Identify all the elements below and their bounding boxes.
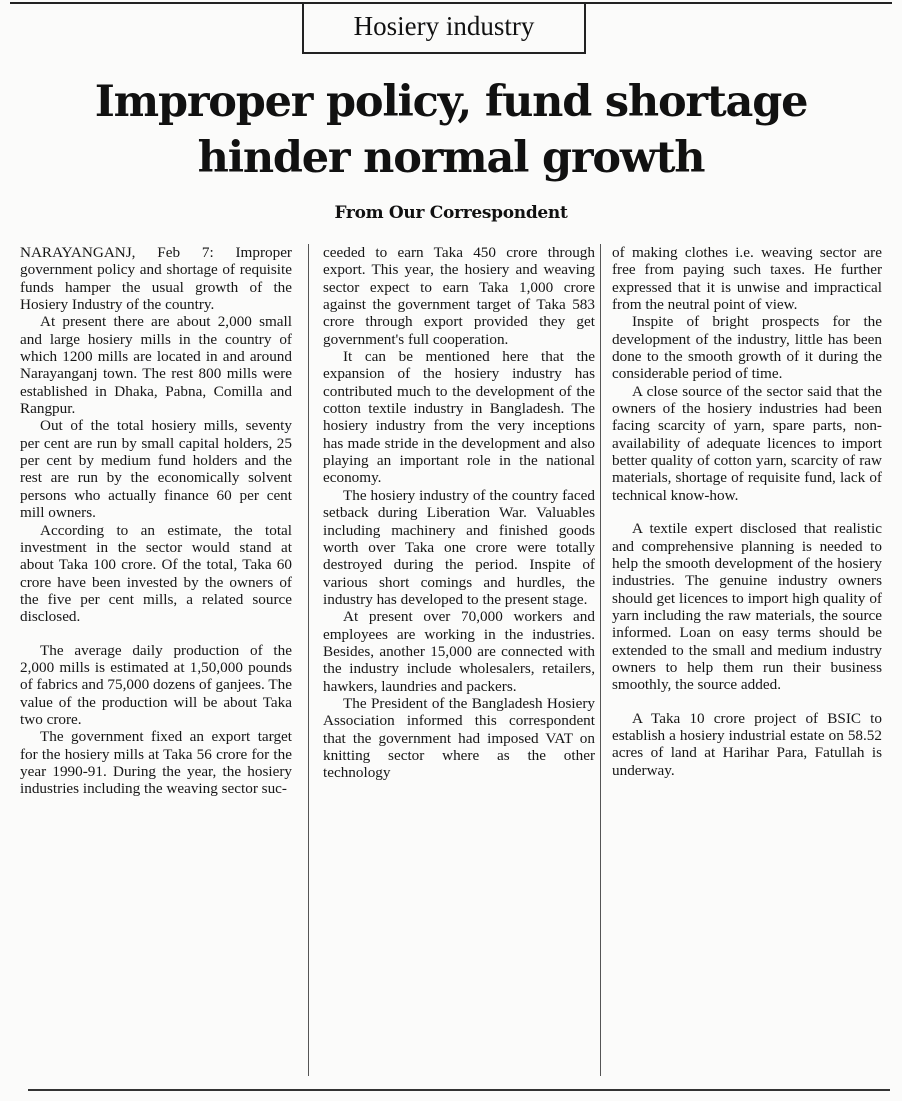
article-paragraph: It can be mentioned here that the expansion of the hosiery industry has contributed much to the development of the cotton textile industry in Bangladesh. The hosiery industry from the very inceptions has made stride in the development and also playing an important role in the national economy. — [323, 348, 595, 487]
article-column-3 — [612, 244, 882, 779]
article-paragraph: According to an estimate, the total investment in the sector would stand at about Taka 100 crore. Of the total, Taka 60 crore have been invested by the owners of the five per cent mills, a related source disclosed. — [20, 521, 292, 626]
article-paragraph: The President of the Bangladesh Hosiery Association informed this correspondent that the government had imposed VAT on knitting sector where as the other technology — [323, 694, 595, 782]
headline-line-2: hinder normal growth — [197, 133, 705, 183]
article-paragraph: of making clothes i.e. weaving sector are free from paying such taxes. He further expressed that it is unwise and impractical from the neutral point of view. — [612, 244, 882, 314]
byline: From Our Correspondent — [334, 203, 568, 223]
article-column-1 — [20, 244, 292, 798]
article-paragraph: Inspite of bright prospects for the development of the industry, little has been done to the smooth growth of it during the considerable period of time. — [612, 313, 882, 383]
article-paragraph: The average daily production of the 2,000 mills is estimated at 1,50,000 pounds of fabrics and 75,000 dozens of ganjees. The value of the production will be about Taka two crore. — [20, 641, 292, 728]
article-paragraph: A close source of the sector said that the owners of the hosiery industries had been facing scarcity of yarn, spare parts, non-availability of adequate licences to import better quality of cotton yarn, scarcity of raw materials, shortage of requisite fund, lack of technical know-how. — [612, 382, 882, 504]
column-rule — [600, 244, 601, 1076]
article-paragraph: ceeded to earn Taka 450 crore through export. This year, the hosiery and weaving sector expect to earn Taka 1,000 crore against the government target of Taka 583 crore through export provided they get government's full cooperation. — [323, 244, 595, 348]
column-rule — [308, 244, 309, 1076]
article-paragraph: A Taka 10 crore project of BSIC to establish a hosiery industrial estate on 58.52 acres of land at Harihar Para, Fatullah is underway. — [612, 709, 882, 779]
kicker-text: Hosiery industry — [353, 11, 535, 41]
article-paragraph: The government fixed an export target for the hosiery mills at Taka 56 crore for the year 1990-91. During the year, the hosiery industries including the weaving sector suc- — [20, 728, 292, 798]
headline — [10, 74, 892, 186]
headline-line-1: Improper policy, fund shortage — [94, 77, 808, 127]
bottom-rule — [28, 1089, 890, 1091]
article-paragraph: At present there are about 2,000 small and large hosiery mills in the country of which 1200 mills are located in and around Narayanganj town. The rest 800 mills were established in Dhaka, Pabna, Comilla and Rangpur. — [20, 313, 292, 418]
article-paragraph: A textile expert disclosed that realistic and comprehensive planning is needed to help the smooth development of the hosiery industries. The genuine industry owners should get licences to import high quality of yarn including the raw materials, the source informed. Loan on easy terms should be extended to the small and medium industry owners to help them run their business smoothly, the source added. — [612, 520, 882, 694]
article-paragraph: Out of the total hosiery mills, seventy per cent are run by small capital holders, 25 per cent by medium fund holders and the rest are run by the economically solvent persons who actually finance 60 per cent mill owners. — [20, 417, 292, 522]
article-column-2 — [323, 244, 595, 782]
article-paragraph: NARAYANGANJ, Feb 7: Improper government policy and shortage of requisite funds hamper the usual growth of the Hosiery Industry of the country. — [20, 244, 292, 314]
section-kicker — [302, 4, 586, 54]
article-paragraph: At present over 70,000 workers and employees are working in the industries. Besides, another 15,000 are connected with the industry include wholesalers, retailers, hawkers, laundries and packers. — [323, 608, 595, 695]
article-paragraph: The hosiery industry of the country faced setback during Liberation War. Valuables including machinery and finished goods worth over Taka one crore were totally destroyed during the period. Inspite of various short comings and hurdles, the industry has developed to the present stage. — [323, 486, 595, 608]
